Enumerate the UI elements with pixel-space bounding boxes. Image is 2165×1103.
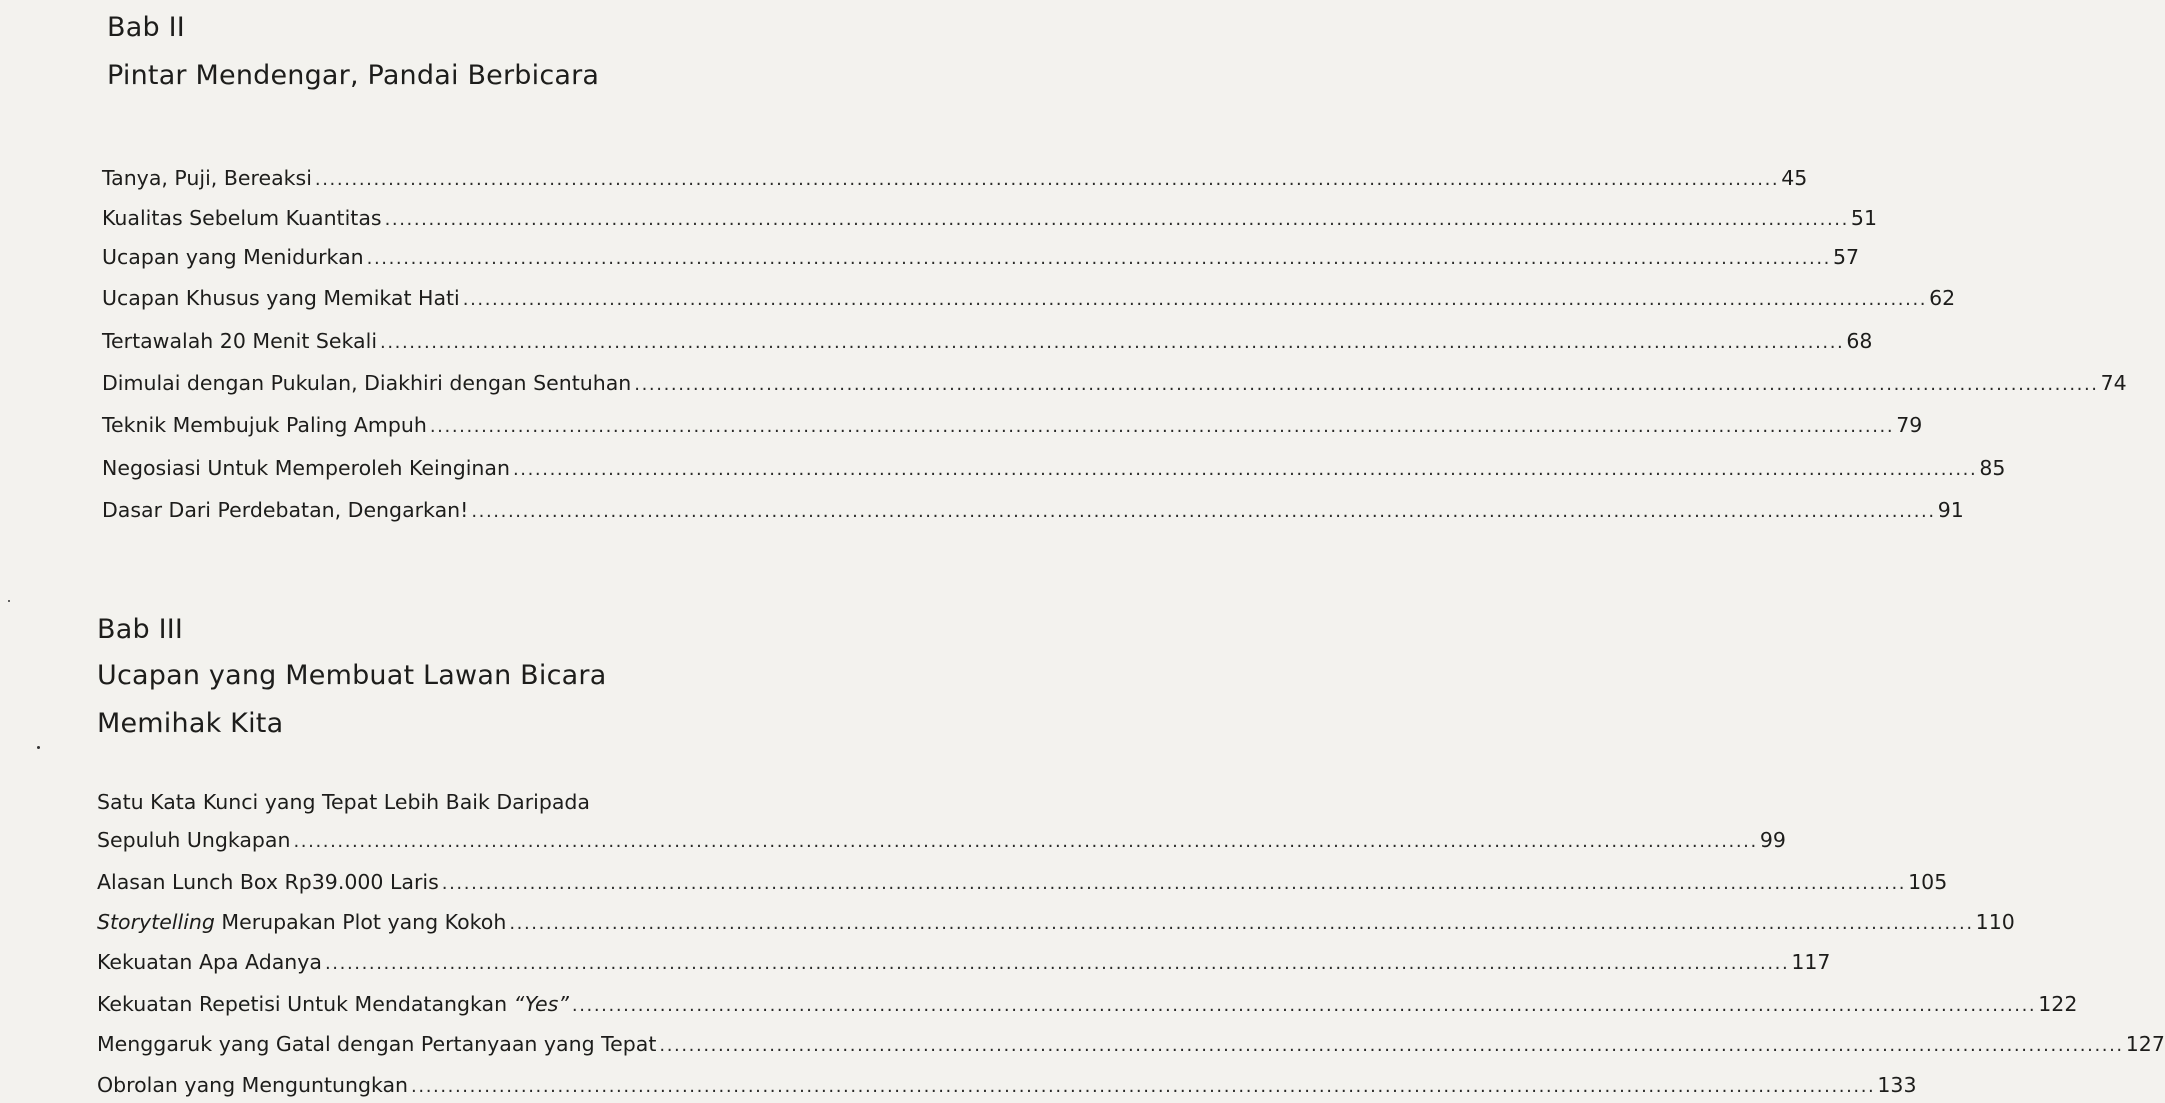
dot-leader: ........................................................................................................................................................................................................	[512, 459, 1978, 480]
chapter-3-title-line2: Memihak Kita	[97, 708, 284, 739]
entry-title: Sepuluh Ungkapan	[97, 828, 291, 852]
entry-title-italic: “Yes”	[513, 992, 569, 1016]
dot-leader: ........................................................................................................................................................................................................	[324, 953, 1790, 974]
dot-leader: ........................................................................................................................................................................................................	[411, 1076, 1876, 1097]
toc-entry[interactable]	[102, 245, 1860, 275]
toc-entry[interactable]	[102, 206, 1878, 236]
toc-entry[interactable]	[97, 992, 2078, 1022]
page-number: 117	[1791, 950, 1831, 974]
toc-entry[interactable]	[97, 828, 1786, 858]
entry-title-rest: Merupakan Plot yang Kokoh	[214, 910, 507, 934]
chapter-2-label: Bab II	[107, 12, 185, 43]
entry-title-pre: Kekuatan Repetisi Untuk Mendatangkan	[97, 992, 514, 1016]
entry-title: Ucapan yang Menidurkan	[102, 245, 364, 269]
dot-leader: ........................................................................................................................................................................................................	[380, 332, 1845, 353]
toc-entry[interactable]	[97, 1032, 2165, 1062]
entry-title	[97, 910, 506, 934]
entry-title-italic: Storytelling	[97, 910, 215, 934]
dot-leader: ........................................................................................................................................................................................................	[462, 289, 1928, 310]
page-number: 133	[1877, 1073, 1917, 1097]
entry-title: Dasar Dari Perdebatan, Dengarkan!	[102, 498, 469, 522]
dot-leader: ........................................................................................................................................................................................................	[441, 873, 1907, 894]
toc-entry[interactable]	[97, 950, 1831, 980]
entry-title: Negosiasi Untuk Memperoleh Keinginan	[102, 456, 510, 480]
page-number: 51	[1850, 206, 1878, 230]
page-number: 85	[1979, 456, 2006, 480]
toc-entry[interactable]	[102, 413, 1923, 443]
dot-leader: ........................................................................................................................................................................................................	[659, 1035, 2124, 1056]
chapter-3-title-line1: Ucapan yang Membuat Lawan Bicara	[97, 660, 607, 691]
page-number: 105	[1908, 870, 1948, 894]
dot-leader: ........................................................................................................................................................................................................	[634, 374, 2099, 395]
dot-leader: ........................................................................................................................................................................................................	[366, 248, 1831, 269]
page-number: 57	[1832, 245, 1860, 269]
toc-entry[interactable]	[102, 456, 2006, 486]
entry-title: Ucapan Khusus yang Memikat Hati	[102, 286, 460, 310]
entry-title: Menggaruk yang Gatal dengan Pertanyaan yang Tepat	[97, 1032, 657, 1056]
entry-title: Kualitas Sebelum Kuantitas	[102, 206, 382, 230]
entry-title	[97, 992, 569, 1016]
toc-entry[interactable]	[102, 329, 1873, 359]
page-number: 127	[2125, 1032, 2165, 1056]
entry-title: Tertawalah 20 Menit Sekali	[102, 329, 378, 353]
page-number: 122	[2038, 992, 2078, 1016]
page-number: 99	[1759, 828, 1786, 852]
toc-entry[interactable]	[102, 166, 1808, 196]
entry-title-line1: Satu Kata Kunci yang Tepat Lebih Baik Daripada	[97, 790, 590, 814]
toc-entry[interactable]	[102, 286, 1956, 316]
page-number: 91	[1937, 498, 1964, 522]
toc-entry[interactable]	[97, 910, 2015, 940]
scan-speck	[37, 746, 40, 749]
page-number: 74	[2100, 371, 2127, 395]
entry-title: Dimulai dengan Pukulan, Diakhiri dengan Sentuhan	[102, 371, 632, 395]
dot-leader: ........................................................................................................................................................................................................	[471, 501, 1936, 522]
dot-leader: ........................................................................................................................................................................................................	[314, 169, 1780, 190]
entry-title: Tanya, Puji, Bereaksi	[102, 166, 312, 190]
page-number: 68	[1846, 329, 1873, 353]
page-number: 79	[1896, 413, 1923, 437]
toc-entry[interactable]	[102, 498, 1964, 528]
chapter-2-title: Pintar Mendengar, Pandai Berbicara	[107, 60, 600, 91]
dot-leader: ........................................................................................................................................................................................................	[384, 209, 1849, 230]
toc-entry[interactable]	[97, 1073, 1917, 1103]
dot-leader: ........................................................................................................................................................................................................	[571, 995, 2037, 1016]
toc-entry[interactable]	[97, 870, 1948, 900]
chapter-3-label: Bab III	[97, 614, 184, 645]
page-number: 62	[1929, 286, 1956, 310]
dot-leader: ........................................................................................................................................................................................................	[509, 913, 1974, 934]
page-number: 110	[1975, 910, 2015, 934]
toc-entry-first-line[interactable]	[97, 790, 590, 814]
entry-title: Kekuatan Apa Adanya	[97, 950, 322, 974]
toc-entry[interactable]	[102, 371, 2127, 401]
page-number: 45	[1781, 166, 1808, 190]
scan-speck	[8, 600, 10, 602]
dot-leader: ........................................................................................................................................................................................................	[429, 416, 1895, 437]
dot-leader: ........................................................................................................................................................................................................	[293, 831, 1758, 852]
entry-title: Teknik Membujuk Paling Ampuh	[102, 413, 427, 437]
entry-title: Obrolan yang Menguntungkan	[97, 1073, 409, 1097]
entry-title: Alasan Lunch Box Rp39.000 Laris	[97, 870, 439, 894]
